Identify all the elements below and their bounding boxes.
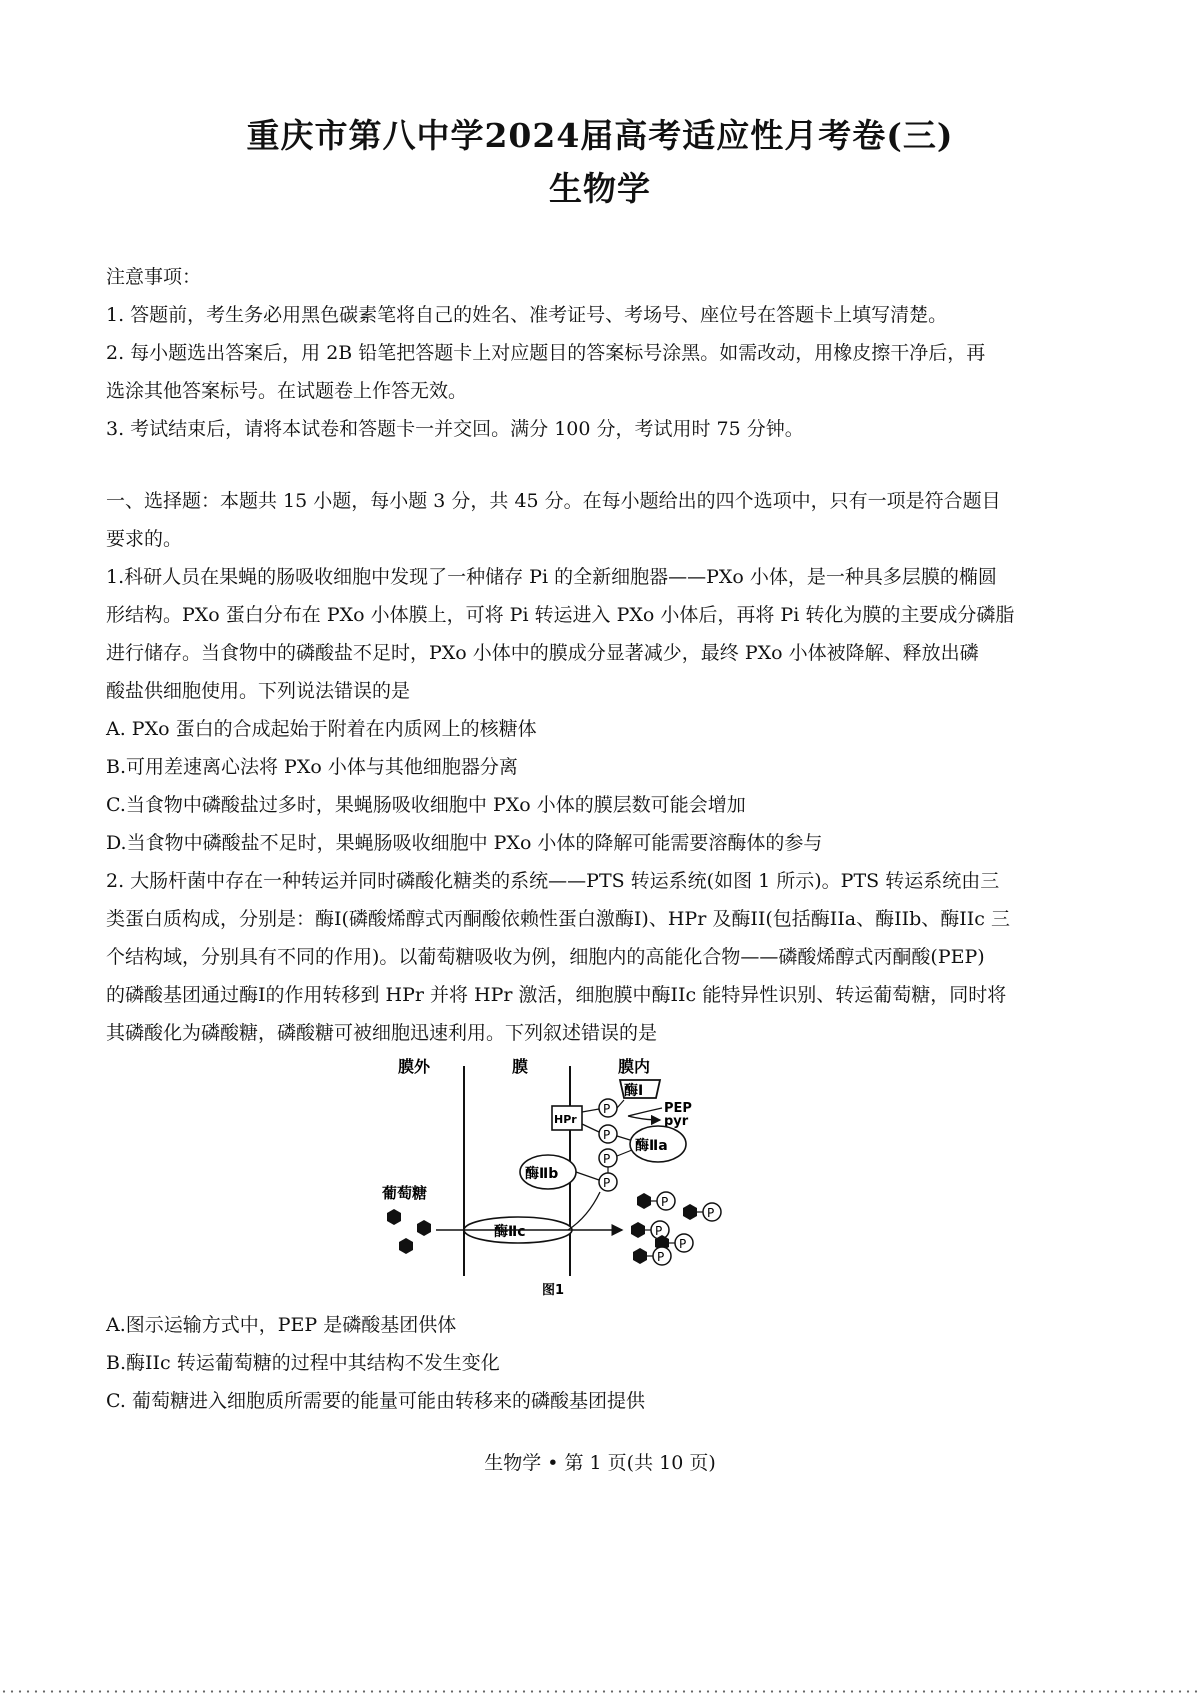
phosphate-group-1 [599,1099,617,1117]
inside-label: 膜内 [618,1057,651,1076]
notice-item: 2. 每小题选出答案后，用 2B 铅笔把答题卡上对应题目的答案标号涂黑。如需改动，用橡皮擦干净后，再 [106,342,986,364]
phosphate-group-2 [599,1125,617,1143]
section-heading-cont: 要求的。 [106,528,183,550]
page-footer: 生物学 • 第 1 页(共 10 页) [484,1452,716,1474]
question-2-text: 2. 大肠杆菌中存在一种转运并同时磷酸化糖类的系统——PTS 转运系统(如图 1 所示)。PTS 转运系统由三 [106,870,1000,892]
question-1-option-c: C.当食物中磷酸盐过多时，果蝇肠吸收细胞中 PXo 小体的膜层数可能会增加 [106,794,746,816]
svg-text:P: P [707,1206,715,1220]
outside-label: 膜外 [398,1057,431,1076]
enzyme-2c-label: 酶Ⅱc [494,1224,526,1240]
question-2-option-a: A.图示运输方式中，PEP 是磷酸基团供体 [106,1314,457,1336]
question-2-option-b: B.酶IIc 转运葡萄糖的过程中其结构不发生变化 [106,1352,500,1374]
svg-text:P: P [679,1237,687,1251]
glucose-phosphate [637,1192,675,1210]
question-2-option-c: C. 葡萄糖进入细胞质所需要的能量可能由转移来的磷酸基团提供 [106,1390,645,1412]
notice-item: 选涂其他答案标号。在试题卷上作答无效。 [106,380,468,402]
question-1-text: 酸盐供细胞使用。下列说法错误的是 [106,680,411,702]
pts-diagram [360,1052,840,1302]
notice-item: 3. 考试结束后，请将本试卷和答题卡一并交回。满分 100 分，考试用时 75 分钟。 [106,418,804,440]
exam-title: 重庆市第八中学2024届高考适应性月考卷(三) [246,116,954,155]
glucose-phosphate [683,1203,721,1221]
pyr-arrow [628,1116,660,1120]
svg-text:P: P [661,1195,669,1209]
membrane-label: 膜 [512,1057,529,1076]
question-1-option-d: D.当食物中磷酸盐不足时，果蝇肠吸收细胞中 PXo 小体的降解可能需要溶酶体的参与 [106,832,823,854]
scan-edge-dots [0,1690,1200,1693]
figure-pts-system [360,1052,840,1302]
question-1-text: 1.科研人员在果蝇的肠吸收细胞中发现了一种储存 Pi 的全新细胞器——PXo 小体，是一种具多层膜的椭圆 [106,566,997,588]
phosphate-group-4 [599,1173,617,1191]
pep-arrow [628,1108,662,1116]
question-2-text: 类蛋白质构成，分别是：酶I(磷酸烯醇式丙酮酸依赖性蛋白激酶I)、HPr 及酶II(包括酶IIa、酶IIb、酶IIc 三 [106,908,1010,930]
enzyme-2b-label: 酶Ⅱb [525,1166,559,1182]
question-2-text: 个结构域，分别具有不同的作用)。以葡萄糖吸收为例，细胞内的高能化合物——磷酸烯醇式丙酮酸(PEP) [106,946,985,968]
figure-caption: 图1 [542,1283,565,1298]
notice-item: 1. 答题前，考生务必用黑色碳素笔将自己的姓名、准考证号、考场号、座位号在答题卡上填写清楚。 [106,304,948,326]
svg-text:P: P [603,1176,611,1190]
question-1-option-b: B.可用差速离心法将 PXo 小体与其他细胞器分离 [106,756,518,778]
question-2-text: 的磷酸基团通过酶I的作用转移到 HPr 并将 HPr 激活，细胞膜中酶IIc 能特异性识别、转运葡萄糖，同时将 [106,984,1007,1006]
phosphate-transfer-curve [568,1192,600,1230]
section-heading: 一、选择题：本题共 15 小题，每小题 3 分，共 45 分。在每小题给出的四个选项中，只有一项是符合题目 [106,490,1001,512]
notice-heading: 注意事项： [106,266,202,288]
phosphate-group-3 [599,1149,617,1167]
svg-text:P: P [655,1224,663,1238]
glucose-hexagon [399,1238,413,1254]
question-2-text: 其磷酸化为磷酸糖，磷酸糖可被细胞迅速利用。下列叙述错误的是 [106,1022,658,1044]
glucose-hexagon [417,1220,431,1236]
glucose-hexagon [387,1209,401,1225]
svg-text:P: P [603,1102,611,1116]
glucose-phosphate [633,1247,671,1265]
enzyme-1-label: 酶Ⅰ [624,1083,644,1099]
glucose-label: 葡萄糖 [382,1184,428,1202]
svg-text:P: P [603,1152,611,1166]
pyr-label: pyr [664,1114,689,1129]
svg-text:P: P [603,1128,611,1142]
question-1-text: 进行储存。当食物中的磷酸盐不足时，PXo 小体中的膜成分显著减少，最终 PXo 小体被降解、释放出磷 [106,642,979,664]
question-1-text: 形结构。PXo 蛋白分布在 PXo 小体膜上，可将 Pi 转运进入 PXo 小体后，再将 Pi 转化为膜的主要成分磷脂 [106,604,1015,626]
hpr-label: HPr [554,1113,577,1126]
question-1-option-a: A. PXo 蛋白的合成起始于附着在内质网上的核糖体 [106,718,537,740]
pep-label: PEP [664,1101,692,1116]
enzyme-2a-label: 酶Ⅱa [635,1138,668,1154]
svg-text:P: P [657,1250,665,1264]
subject-title: 生物学 [549,169,651,208]
